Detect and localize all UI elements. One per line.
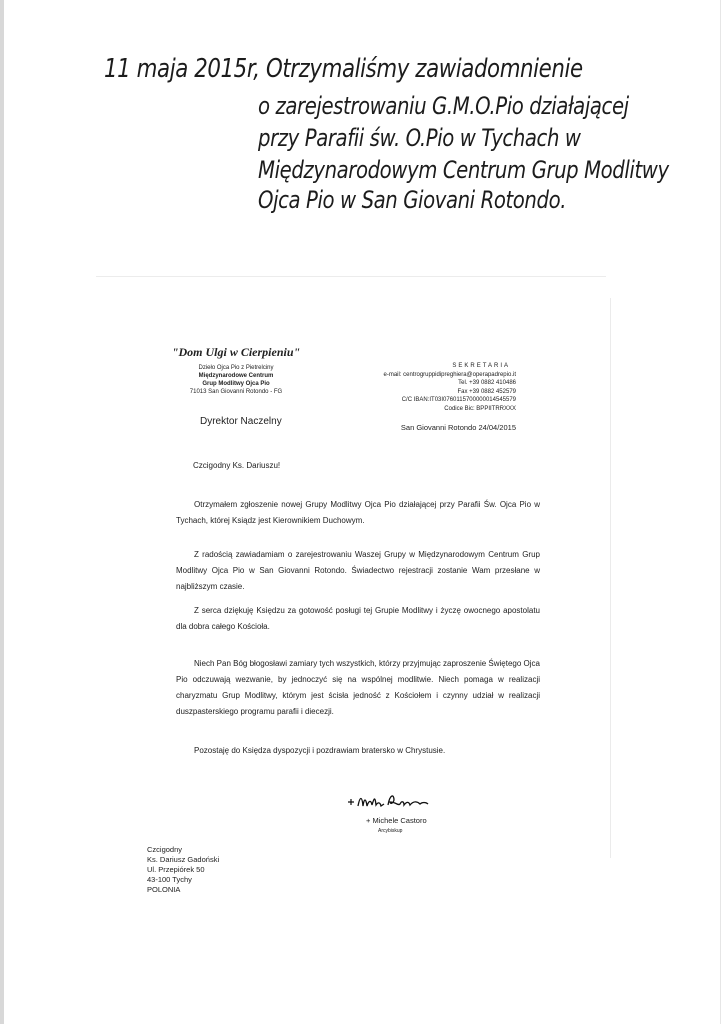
paragraph-2: Z radością zawiadamiam o zarejestrowaniu Waszej Grupy w Międzynarodowym Centrum Grup Modlitwy Ojca Pio w San Giovanni Rotondo. Świadectwo rejestracji zostanie Wam przesłane w najbliższym czasie. <box>176 550 540 591</box>
salutation: Czcigodny Ks. Dariuszu! <box>193 461 281 470</box>
director-title: Dyrektor Naczelny <box>200 416 282 427</box>
secretariat-iban: C/C IBAN:IT03I0760115700000014545579 <box>401 397 516 403</box>
letter-right-edge <box>610 298 611 858</box>
signature-role: Arcybiskup <box>378 828 403 834</box>
paragraph-4: Niech Pan Bóg błogosławi zamiary tych wszystkich, którzy przyjmując zaproszenie Świętego Ojca Pio odczuwają wezwanie, by jednoczyć się na wspólnej modlitwie. Niech pomaga w realizacji charyzmatu Grup Modlitwy, którym jest ścisła jedność z Kościołem i czynny udział w realizacji duszpasterskiego programu parafii i diecezji. <box>176 659 540 716</box>
recipient-address <box>147 845 219 895</box>
recipient-line-1: Czcigodny <box>147 845 183 854</box>
paragraph-3: Z serca dziękuję Księdzu za gotowość posługi tej Grupie Modlitwy i życzę owocnego apostolatu dla dobra całego Kościoła. <box>176 606 540 631</box>
secretariat-title: SEKRETARIA <box>452 363 510 369</box>
recipient-line-4: 43-100 Tychy <box>147 875 192 884</box>
sender-name: "Dom Ulgi w Cierpieniu" <box>171 345 301 359</box>
sender-block <box>166 345 306 396</box>
recipient-line-2: Ks. Dariusz Gadoński <box>147 855 220 864</box>
handwritten-line-5: Ojca Pio w San Giovani Rotondo. <box>258 186 567 214</box>
letter-date: San Giovanni Rotondo 24/04/2015 <box>400 423 516 432</box>
letter-top-edge <box>96 276 606 277</box>
sender-line-2: Międzynarodowe Centrum <box>198 373 274 379</box>
paragraph-5: Pozostaję do Księdza dyspozycji i pozdrawiam bratersko w Chrystusie. <box>194 746 446 755</box>
secretariat-block <box>372 362 516 413</box>
handwritten-line-2: o zarejestrowaniu G.M.O.Pio działającej <box>258 92 629 120</box>
secretariat-bic: Codice Bic: BPPIITRRXXX <box>444 405 516 412</box>
paragraph-1: Otrzymałem zgłoszenie nowej Grupy Modlitwy Ojca Pio działającej przy Parafii Św. Ojca Pio w Tychach, której Ksiądz jest Kierownikiem Duchowym. <box>176 500 540 525</box>
sender-line-3: Grup Modlitwy Ojca Pio <box>202 381 270 387</box>
handwritten-line-1: 11 maja 2015r, Otrzymaliśmy zawiadomnienie <box>104 54 583 84</box>
recipient-line-5: POLONIA <box>147 885 181 894</box>
signature-name: + Michele Castoro <box>366 816 427 825</box>
handwritten-line-3: przy Parafii św. O.Pio w Tychach w <box>258 124 581 152</box>
sender-line-4: 71013 San Giovanni Rotondo - FG <box>189 389 283 395</box>
handwritten-line-4: Międzynarodowym Centrum Grup Modlitwy <box>258 156 669 184</box>
secretariat-email: e-mail: centrogruppidipreghiera@operapadrepio.it <box>383 371 516 378</box>
scan-edge-left <box>0 0 4 1024</box>
sender-line-1: Dzieło Ojca Pio z Pietrelciny <box>198 365 274 371</box>
secretariat-fax: Fax +39 0882 452579 <box>457 388 516 395</box>
secretariat-tel: Tel. +39 0882 410486 <box>458 380 516 386</box>
recipient-line-3: Ul. Przepiórek 50 <box>147 865 205 874</box>
signature-scribble <box>344 790 434 814</box>
